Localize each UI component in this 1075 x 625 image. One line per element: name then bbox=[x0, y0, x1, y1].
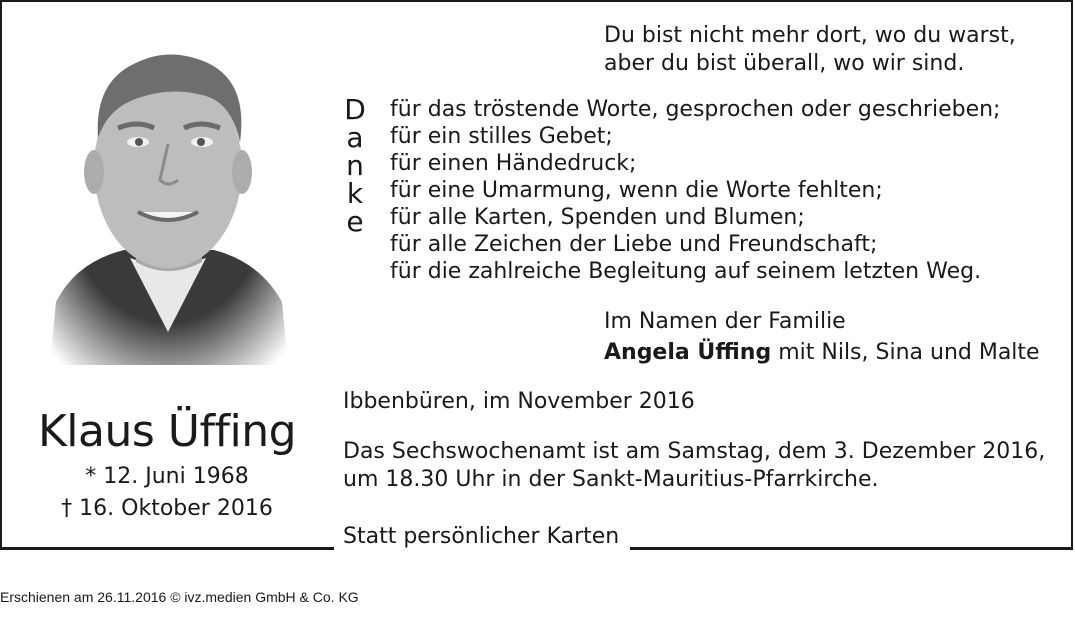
publication-footer: Erschienen am 26.11.2016 © ivz.medien GmbH & Co. KG bbox=[0, 589, 359, 605]
family-names-rest: mit Nils, Sina und Malte bbox=[771, 340, 1040, 365]
danke-letter: a bbox=[346, 121, 364, 154]
thanks-line: für das tröstende Worte, gesprochen oder geschrieben; bbox=[390, 97, 1001, 122]
family-intro: Im Namen der Familie bbox=[604, 309, 846, 334]
portrait-photo bbox=[46, 40, 290, 365]
thanks-line: für alle Karten, Spenden und Blumen; bbox=[390, 205, 805, 230]
thanks-line: für alle Zeichen der Liebe und Freundschaft; bbox=[390, 232, 878, 257]
birth-date: * 12. Juni 1968 bbox=[85, 464, 249, 489]
quote-line-2: aber du bist überall, wo wir sind. bbox=[604, 51, 965, 76]
danke-vertical-word bbox=[343, 93, 367, 238]
danke-letter: e bbox=[346, 205, 364, 238]
deceased-name: Klaus Üffing bbox=[37, 406, 297, 457]
service-info-line-1: Das Sechswochenamt ist am Samstag, dem 3. Dezember 2016, bbox=[343, 439, 1046, 464]
thanks-line: für ein stilles Gebet; bbox=[390, 124, 613, 149]
danke-letter: D bbox=[344, 93, 366, 126]
frame-border-right bbox=[1071, 0, 1073, 550]
quote-line-1: Du bist nicht mehr dort, wo du warst, bbox=[604, 23, 1016, 48]
place-date: Ibbenbüren, im November 2016 bbox=[343, 389, 695, 414]
thanks-line: für eine Umarmung, wenn die Worte fehlten; bbox=[390, 178, 883, 203]
cards-note: Statt persönlicher Karten bbox=[343, 524, 620, 549]
death-date: † 16. Oktober 2016 bbox=[61, 496, 273, 521]
service-info-line-2: um 18.30 Uhr in der Sankt-Mauritius-Pfarrkirche. bbox=[343, 467, 879, 492]
thanks-line: für die zahlreiche Begleitung auf seinem letzten Weg. bbox=[390, 259, 982, 284]
thanks-list bbox=[390, 96, 1000, 285]
thanks-line: für einen Händedruck; bbox=[390, 151, 637, 176]
danke-letter: k bbox=[346, 177, 364, 210]
family-name-bold: Angela Üffing bbox=[604, 340, 772, 365]
frame-border-top bbox=[0, 0, 1073, 2]
frame-border-bottom-left bbox=[0, 547, 334, 550]
frame-border-bottom-right bbox=[630, 547, 1073, 550]
family-signature bbox=[604, 339, 1040, 367]
danke-letter: n bbox=[346, 149, 364, 182]
